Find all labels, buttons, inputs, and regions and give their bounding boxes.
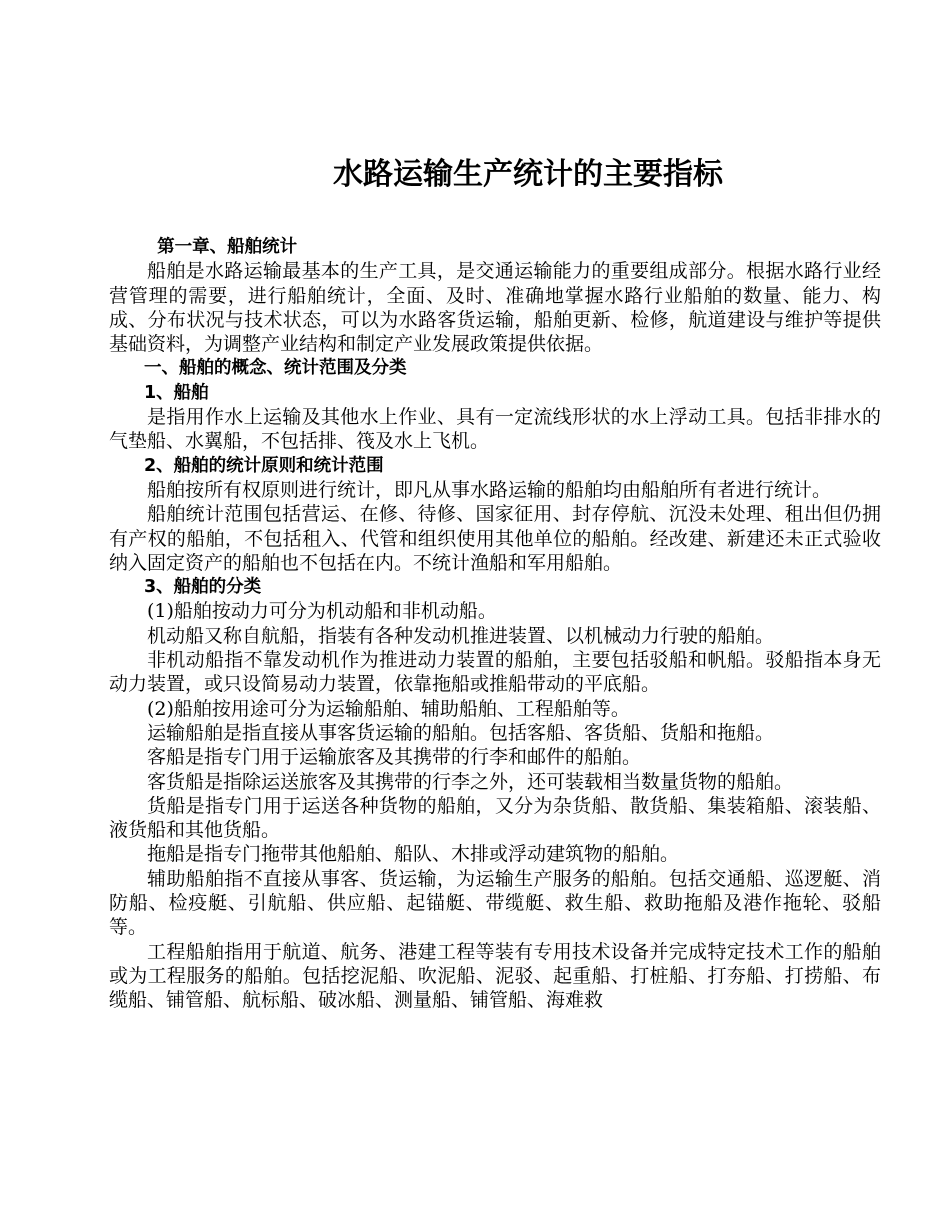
intro-paragraph: 船舶是水路运输最基本的生产工具，是交通运输能力的重要组成部分。根据水路行业经营管理的需要，进行船舶统计，全面、及时、准确地掌握水路行业船舶的数量、能力、构成、分布状况与技术状态，可以为水路客货运输，船舶更新、检修，航道建设与维护等提供基础资料，为调整产业结构和制定产业发展政策提供依据。 (109, 260, 881, 356)
passenger-cargo-ship-paragraph: 客货船是指除运送旅客及其携带的行李之外，还可装载相当数量货物的船舶。 (147, 770, 794, 793)
chapter-heading: 第一章、船舶统计 (157, 237, 298, 257)
document-title: 水路运输生产统计的主要指标 (333, 157, 723, 192)
motor-ship-paragraph: 机动船又称自航船，指装有各种发动机推进装置、以机械动力行驶的船舶。 (147, 624, 775, 647)
subsection-heading-classification: 3、船舶的分类 (144, 577, 262, 598)
subsection-heading-ship: 1、船舶 (144, 382, 209, 403)
transport-ship-paragraph: 运输船舶是指直接从事客货运输的船舶。包括客船、客货船、货船和拖船。 (147, 721, 775, 744)
use-classification-paragraph: (2)船舶按用途可分为运输船舶、辅助船舶、工程船舶等。 (147, 697, 630, 720)
section-heading-concept: 一、船舶的概念、统计范围及分类 (144, 358, 407, 379)
statistics-scope-paragraph: 船舶统计范围包括营运、在修、待修、国家征用、封存停航、沉没未处理、租出但仍拥有产权的船舶，不包括租入、代管和组织使用其他单位的船舶。经改建、新建还未正式验收纳入固定资产的船舶也不包括在内。不统计渔船和军用船舶。 (109, 503, 881, 574)
ownership-principle-paragraph: 船舶按所有权原则进行统计，即凡从事水路运输的船舶均由船舶所有者进行统计。 (147, 478, 832, 501)
non-motor-ship-paragraph: 非机动船指不靠发动机作为推进动力装置的船舶，主要包括驳船和帆船。驳船指本身无动力装置，或只设简易动力装置，依靠拖船或推船带动的平底船。 (109, 649, 881, 696)
tug-paragraph: 拖船是指专门拖带其他船舶、船队、木排或浮动建筑物的船舶。 (147, 843, 680, 866)
ship-definition-paragraph: 是指用作水上运输及其他水上作业、具有一定流线形状的水上浮动工具。包括非排水的气垫船、水翼船，不包括排、筏及水上飞机。 (109, 406, 881, 453)
cargo-ship-paragraph: 货船是指专门用于运送各种货物的船舶，又分为杂货船、散货船、集装箱船、滚装船、液货船和其他货船。 (109, 794, 881, 842)
passenger-ship-paragraph: 客船是指专门用于运输旅客及其携带的行李和邮件的船舶。 (147, 746, 642, 769)
engineering-ship-paragraph: 工程船舶指用于航道、航务、港建工程等装有专用技术设备并完成特定技术工作的船舶或为工程服务的船舶。包括挖泥船、吹泥船、泥驳、起重船、打桩船、打夯船、打捞船、布缆船、铺管船、航标船、破冰船、测量船、铺管船、海难救 (109, 940, 881, 1012)
subsection-heading-scope: 2、船舶的统计原则和统计范围 (144, 455, 384, 476)
document-body (109, 235, 881, 1013)
auxiliary-ship-paragraph: 辅助船舶指不直接从事客、货运输，为运输生产服务的船舶。包括交通船、巡逻艇、消防船、检疫艇、引航船、供应船、起锚艇、带缆艇、救生船、救助拖船及港作拖轮、驳船等。 (109, 867, 881, 939)
power-classification-paragraph: (1)船舶按动力可分为机动船和非机动船。 (147, 600, 497, 623)
